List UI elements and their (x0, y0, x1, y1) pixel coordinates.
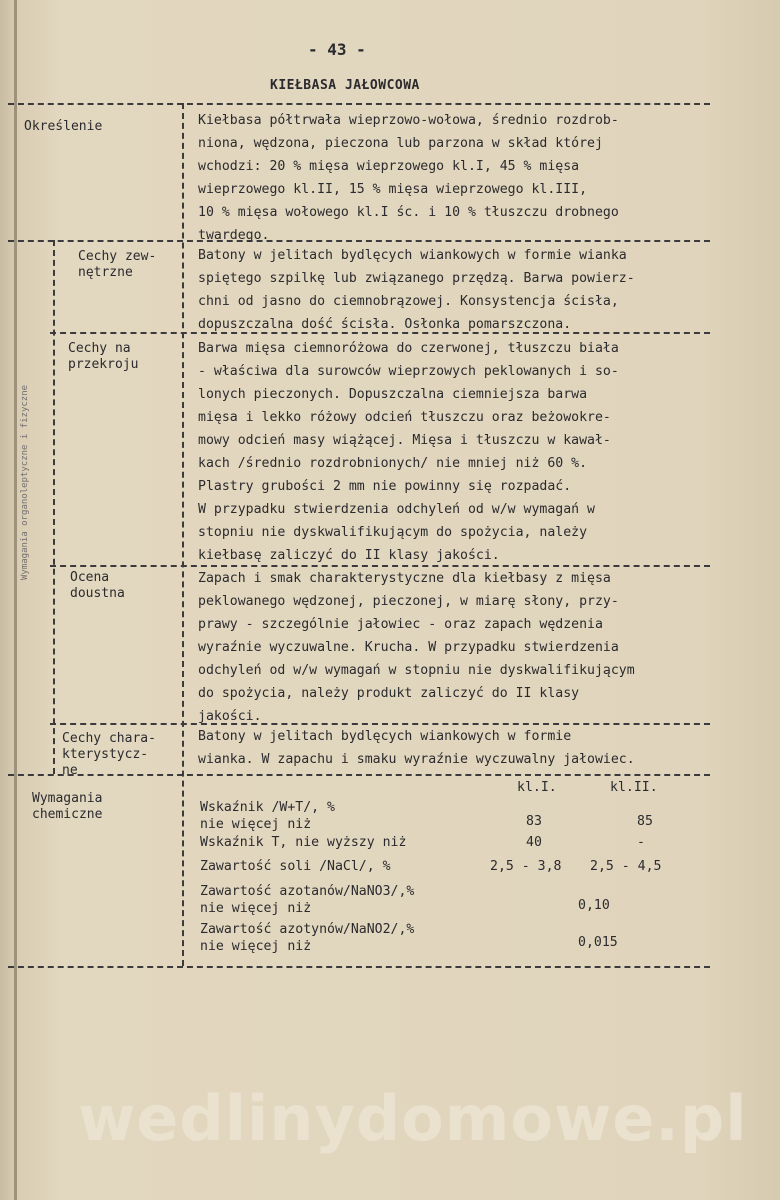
chem-row-name: Zawartość azotynów/NaNO2/,% nie więcej niż (200, 922, 415, 954)
rule (8, 103, 710, 105)
label-cechy-charakterystyczne: Cechy chara- kterystycz- ne (62, 731, 156, 778)
chem-row-kl1: 40 (526, 835, 542, 850)
column-divider (53, 240, 55, 774)
rule (8, 966, 710, 968)
text-cechy-przekroju: Barwa mięsa ciemnoróżowa do czerwonej, tłuszczu biała - właściwa dla surowców wieprzowych peklowanych i so- lonych pieczonych. Dopuszczalna ciemniejsza barwa mięsa i lekko różowy odcień tłuszczu oraz beżowokre- mowy odcień masy wiążącej. Mięsa i tłuszczu w kawał- kach /średnio rozdrobnionych/ nie mniej niż 60 %. Plastry grubości 2 mm nie powinny się rozpadać. W przypadku stwierdzenia odchyleń od w/w wymagań w stopniu nie dyskwalifikującym do spożycia, należy kiełbasę zaliczyć do II klasy jakości. (198, 341, 619, 563)
label-ocena-doustna: Ocena doustna (70, 570, 125, 601)
label-cechy-zewnetrzne: Cechy zew- nętrzne (78, 249, 157, 280)
text-okreslenie: Kiełbasa półtrwała wieprzowo-wołowa, średnio rozdrob- niona, wędzona, pieczona lub parzona w skład której wchodzi: 20 % mięsa wieprzowego kl.I, 45 % mięsa wieprzowego kl.II, 15 % mięsa wieprzowego kl.III, 10 % mięsa wołowego kl.I śc. i 10 % tłuszczu drobnego twardego. (198, 113, 619, 243)
chem-row-kl1: 83 (526, 814, 542, 829)
chem-col-header-kl1: kl.I. (517, 780, 557, 795)
chem-row-kl2: 85 (637, 814, 653, 829)
page-title: KIEŁBASA JAŁOWCOWA (270, 78, 420, 93)
label-okreslenie: Określenie (24, 119, 103, 134)
chem-row-kl2: - (637, 835, 645, 850)
side-label: Wymagania organoleptyczne i fizyczne (20, 384, 30, 580)
chem-row-both: 0,015 (578, 935, 618, 950)
chem-row-name: Zawartość soli /NaCl/, % (200, 859, 391, 874)
binding-edge (14, 0, 17, 1200)
chem-row-both: 0,10 (578, 898, 610, 913)
text-ocena-doustna: Zapach i smak charakterystyczne dla kiełbasy z mięsa peklowanego wędzonej, pieczonej, w miarę słony, przy- prawy - szczególnie jałowiec - oraz zapach wędzenia wyraźnie wyczuwalne. Krucha. W przypadku stwierdzenia odchyleń od w/w wymagań w stopniu nie dyskwalifikującym do spożycia, należy produkt zaliczyć do II klasy jakości. (198, 571, 635, 724)
text-cechy-zewnetrzne: Batony w jelitach bydlęcych wiankowych w formie wianka spiętego szpilkę lub związanego przędzą. Barwa powierz- chni od jasno do ciemnobrązowej. Konsystencja ścisła, dopuszczalna dość ścisła. Osłonka pomarszczona. (198, 248, 635, 332)
label-cechy-przekroju: Cechy na przekroju (68, 341, 139, 372)
watermark: wedlinydomowe.pl (78, 1082, 748, 1155)
column-divider (182, 103, 184, 966)
label-wymagania-chemiczne: Wymagania chemiczne (32, 791, 103, 822)
chem-col-header-kl2: kl.II. (610, 780, 658, 795)
chem-row-kl1: 2,5 - 3,8 (490, 859, 562, 874)
chem-row-name: Zawartość azotanów/NaNO3/,% nie więcej niż (200, 884, 415, 916)
page-number: - 43 - (308, 40, 366, 59)
chem-row-name: Wskaźnik /W+T/, % nie więcej niż (200, 800, 335, 832)
chem-row-kl2: 2,5 - 4,5 (590, 859, 662, 874)
text-cechy-charakterystyczne: Batony w jelitach bydlęcych wiankowych w formie wianka. W zapachu i smaku wyraźnie wyczuwalny jałowiec. (198, 729, 635, 767)
chem-row-name: Wskaźnik T, nie wyższy niż (200, 835, 407, 850)
